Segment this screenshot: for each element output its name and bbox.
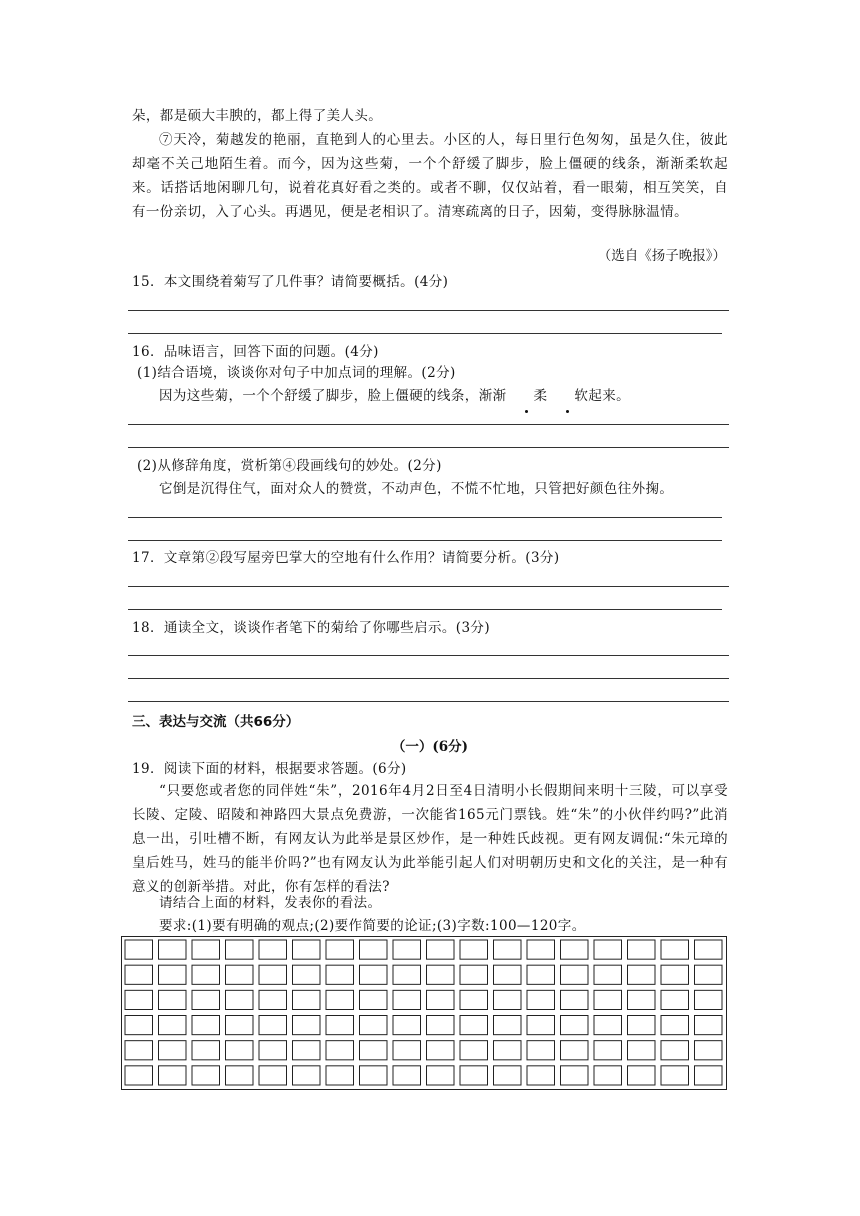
grid-cell[interactable]	[393, 990, 421, 1009]
grid-cell[interactable]	[594, 1016, 622, 1035]
grid-cell[interactable]	[360, 990, 388, 1009]
dotted-char: 柔	[507, 384, 548, 408]
grid-cell[interactable]	[259, 1041, 287, 1060]
grid-cell[interactable]	[259, 1016, 287, 1035]
grid-cell[interactable]	[293, 990, 321, 1009]
grid-cell[interactable]	[695, 940, 723, 959]
grid-cell[interactable]	[393, 965, 421, 984]
answer-line[interactable]	[128, 609, 722, 610]
grid-cell[interactable]	[293, 940, 321, 959]
grid-cell[interactable]	[360, 1016, 388, 1035]
grid-cell[interactable]	[594, 990, 622, 1009]
grid-cell[interactable]	[561, 940, 589, 959]
grid-cell[interactable]	[494, 965, 522, 984]
grid-cell[interactable]	[460, 965, 488, 984]
grid-cell[interactable]	[628, 1016, 656, 1035]
grid-cell[interactable]	[661, 1066, 689, 1085]
grid-cell[interactable]	[159, 1066, 187, 1085]
grid-cell[interactable]	[226, 1041, 254, 1060]
question-16-sentence1	[132, 384, 728, 408]
grid-cell[interactable]	[561, 965, 589, 984]
grid-cell[interactable]	[393, 1041, 421, 1060]
grid-cell[interactable]	[159, 1016, 187, 1035]
grid-cell[interactable]	[293, 1016, 321, 1035]
grid-cell[interactable]	[427, 990, 455, 1009]
grid-cell[interactable]	[326, 965, 354, 984]
grid-cell[interactable]	[293, 1066, 321, 1085]
grid-cell[interactable]	[259, 965, 287, 984]
grid-cell[interactable]	[427, 1066, 455, 1085]
grid-cell[interactable]	[695, 1066, 723, 1085]
grid-cell[interactable]	[192, 965, 220, 984]
answer-line[interactable]	[128, 447, 729, 448]
grid-cell[interactable]	[226, 1066, 254, 1085]
grid-cell[interactable]	[661, 990, 689, 1009]
passage-source: （选自《扬子晚报》）	[597, 248, 726, 264]
grid-cell[interactable]	[494, 1041, 522, 1060]
sentence-text: 起来。	[588, 388, 631, 404]
part-title: （一）(6分)	[391, 739, 469, 755]
answer-line[interactable]	[128, 701, 729, 702]
answer-line[interactable]	[128, 540, 722, 541]
grid-cell[interactable]	[594, 965, 622, 984]
question-16-sentence2: 它倒是沉得住气，面对众人的赞赏，不动声色，不慌不忙地，只管把好颜色往外掬。	[159, 481, 674, 497]
grid-cell[interactable]	[527, 940, 555, 959]
grid-cell[interactable]	[695, 990, 723, 1009]
grid-cell[interactable]	[125, 1041, 153, 1060]
grid-cell[interactable]	[125, 1016, 153, 1035]
grid-cell[interactable]	[192, 1066, 220, 1085]
grid-cell[interactable]	[360, 1041, 388, 1060]
grid-cell[interactable]	[594, 940, 622, 959]
grid-cell[interactable]	[226, 965, 254, 984]
grid-cell[interactable]	[460, 1066, 488, 1085]
answer-line[interactable]	[128, 310, 729, 311]
grid-cell[interactable]	[393, 940, 421, 959]
grid-cell[interactable]	[293, 965, 321, 984]
grid-cell[interactable]	[159, 940, 187, 959]
grid-cell[interactable]	[661, 940, 689, 959]
grid-cell[interactable]	[494, 940, 522, 959]
sentence-text: 因为这些菊，一个个舒缓了脚步，脸上僵硬的线条，渐渐	[159, 388, 507, 404]
grid-cell[interactable]	[360, 965, 388, 984]
grid-cell[interactable]	[192, 1016, 220, 1035]
grid-cell[interactable]	[527, 990, 555, 1009]
grid-cell[interactable]	[527, 1016, 555, 1035]
grid-cell[interactable]	[527, 1041, 555, 1060]
grid-cell[interactable]	[226, 1016, 254, 1035]
grid-cell[interactable]	[259, 940, 287, 959]
grid-cell[interactable]	[561, 1041, 589, 1060]
answer-line[interactable]	[128, 586, 729, 587]
question-19-prompt: 请结合上面的材料，发表你的看法。	[159, 895, 382, 911]
grid-cell[interactable]	[628, 965, 656, 984]
grid-cell[interactable]	[125, 940, 153, 959]
question-16: 16．品味语言，回答下面的问题。(4分)	[132, 344, 379, 360]
grid-cell[interactable]	[460, 1016, 488, 1035]
section-title: 三、表达与交流（共66分）	[132, 714, 300, 730]
grid-cell[interactable]	[628, 1066, 656, 1085]
grid-cell[interactable]	[192, 1041, 220, 1060]
grid-cell[interactable]	[326, 1066, 354, 1085]
grid-cell[interactable]	[427, 1041, 455, 1060]
grid-cell[interactable]	[125, 990, 153, 1009]
grid-cell[interactable]	[628, 990, 656, 1009]
grid-cell[interactable]	[661, 1016, 689, 1035]
grid-cell[interactable]	[695, 1041, 723, 1060]
grid-cell[interactable]	[594, 1041, 622, 1060]
grid-cell[interactable]	[226, 940, 254, 959]
grid-cell[interactable]	[561, 990, 589, 1009]
grid-cell[interactable]	[695, 1016, 723, 1035]
grid-cell[interactable]	[326, 1016, 354, 1035]
passage-paragraph-7: ⑦天冷，菊越发的艳丽，直艳到人的心里去。小区的人，每日里行色匆匆，虽是久住，彼此却毫不关己地陌生着。而今，因为这些菊，一个个舒缓了脚步，脸上僵硬的线条，渐渐柔软起来。话搭话地闲聊几句，说着花真好看之类的。或者不聊，仅仅站着，看一眼菊，相互笑笑，自有一份亲切，入了心头。再遇见，便是老相识了。清寒疏离的日子，因菊，变得脉脉温情。	[132, 132, 728, 220]
answer-grid[interactable]	[121, 936, 727, 1090]
answer-line[interactable]	[128, 424, 729, 425]
passage-line: 朵，都是硕大丰腴的，都上得了美人头。	[132, 108, 383, 124]
grid-cell[interactable]	[360, 940, 388, 959]
dotted-char: 软	[547, 384, 588, 408]
grid-cell[interactable]	[460, 990, 488, 1009]
grid-cell[interactable]	[159, 1041, 187, 1060]
grid-cell[interactable]	[393, 1066, 421, 1085]
grid-cell[interactable]	[326, 1041, 354, 1060]
grid-cell[interactable]	[226, 990, 254, 1009]
answer-line[interactable]	[128, 333, 722, 334]
grid-cell[interactable]	[293, 1041, 321, 1060]
grid-cell[interactable]	[259, 1066, 287, 1085]
grid-cell[interactable]	[561, 1016, 589, 1035]
grid-cell[interactable]	[259, 990, 287, 1009]
grid-cell[interactable]	[494, 1066, 522, 1085]
grid-cell[interactable]	[125, 965, 153, 984]
question-19-requirements: 要求:(1)要有明确的观点;(2)要作简要的论证;(3)字数:100—120字。	[159, 918, 586, 934]
grid-cell[interactable]	[427, 940, 455, 959]
answer-line[interactable]	[128, 655, 729, 656]
answer-line[interactable]	[128, 678, 729, 679]
grid-cell[interactable]	[661, 965, 689, 984]
question-18: 18．通读全文，谈谈作者笔下的菊给了你哪些启示。(3分)	[132, 620, 491, 636]
grid-cell[interactable]	[192, 990, 220, 1009]
grid-cell[interactable]	[527, 965, 555, 984]
grid-cell[interactable]	[561, 1066, 589, 1085]
grid-cell[interactable]	[628, 1041, 656, 1060]
answer-grid-cells[interactable]	[122, 937, 725, 1088]
question-16-sub1: (1)结合语境，谈谈你对句子中加点词的理解。(2分)	[137, 365, 456, 381]
answer-line[interactable]	[128, 517, 722, 518]
grid-cell[interactable]	[695, 965, 723, 984]
grid-cell[interactable]	[628, 940, 656, 959]
grid-cell[interactable]	[159, 990, 187, 1009]
grid-cell[interactable]	[393, 1016, 421, 1035]
grid-cell[interactable]	[494, 1016, 522, 1035]
grid-cell[interactable]	[460, 940, 488, 959]
question-19: 19．阅读下面的材料，根据要求答题。(6分)	[132, 761, 407, 777]
grid-cell[interactable]	[527, 1066, 555, 1085]
grid-cell[interactable]	[326, 940, 354, 959]
grid-cell[interactable]	[427, 965, 455, 984]
grid-cell[interactable]	[125, 1066, 153, 1085]
grid-cell[interactable]	[460, 1041, 488, 1060]
question-15: 15．本文围绕着菊写了几件事？请简要概括。(4分)	[132, 274, 449, 290]
grid-cell[interactable]	[427, 1016, 455, 1035]
grid-cell[interactable]	[192, 940, 220, 959]
question-16-sub2: (2)从修辞角度，赏析第④段画线句的妙处。(2分)	[137, 458, 442, 474]
grid-cell[interactable]	[494, 990, 522, 1009]
question-17: 17．文章第②段写屋旁巴掌大的空地有什么作用？请简要分析。(3分)	[132, 550, 560, 566]
grid-cell[interactable]	[360, 1066, 388, 1085]
grid-cell[interactable]	[594, 1066, 622, 1085]
grid-cell[interactable]	[661, 1041, 689, 1060]
grid-cell[interactable]	[326, 990, 354, 1009]
question-19-material: “只要您或者您的同伴姓“朱”，2016年4月2日至4日清明小长假期间来明十三陵，可以享受长陵、定陵、昭陵和神路四大景点免费游，一次能省165元门票钱。姓“朱”的小伙伴约吗?”此消息一出，引吐槽不断，有网友认为此举是景区炒作，是一种姓氏歧视。更有网友调侃:“朱元璋的皇后姓马，姓马的能半价吗?”也有网友认为此举能引起人们对明朝历史和文化的关注，是一种有意义的创新举措。对此，你有怎样的看法?	[132, 783, 728, 895]
grid-cell[interactable]	[159, 965, 187, 984]
